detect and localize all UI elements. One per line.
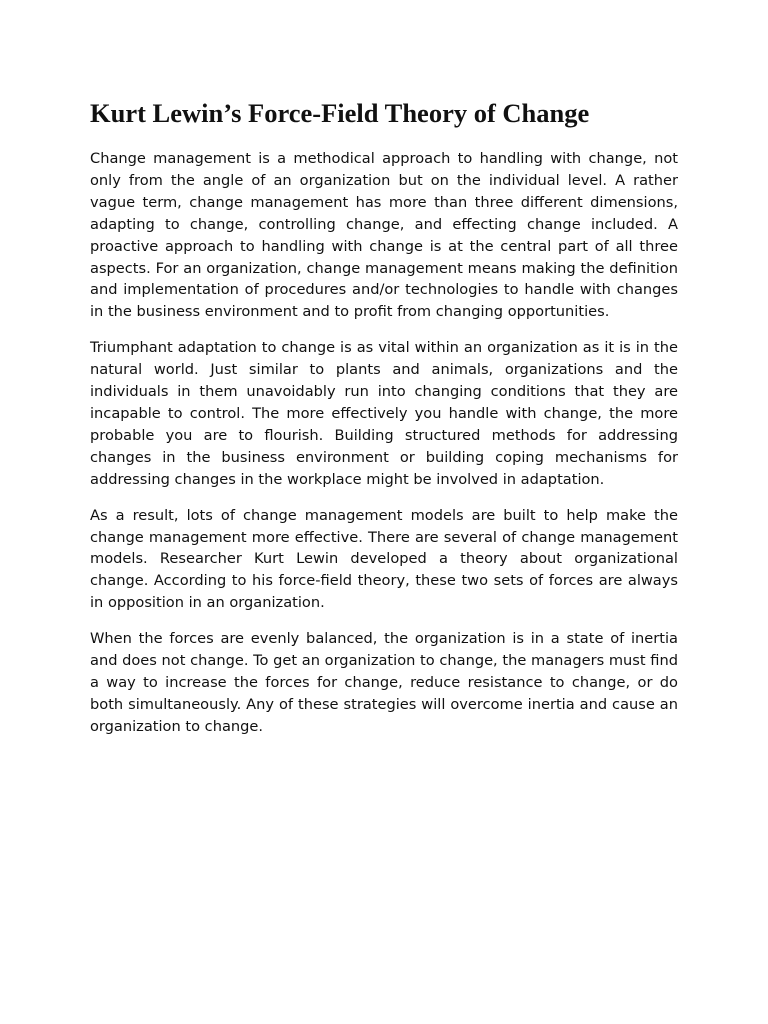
paragraph-lewin-models: As a result, lots of change management models are built to help make the change management more effective. There are several of change management models. Researcher Kurt Lewin developed a theory about organizational change. According to his force-field theory, these two sets of forces are always in opposition in an organization. [90,506,678,612]
paragraph-change-management-definition: Change management is a methodical approach to handling with change, not only from the angle of an organization but on the individual level. A rather vague term, change management has more than three different dimensions, adapting to change, controlling change, and effecting change included. A proactive approach to handling with change is at the central part of all three aspects. For an organization, change management means making the definition and implementation of procedures and/or technologies to handle with changes in the business environment and to profit from changing opportunities. [90,150,678,321]
document-title: Kurt Lewin’s Force-Field Theory of Change [90,98,590,128]
document-page [90,96,678,752]
paragraph-forces-balance: When the forces are evenly balanced, the organization is in a state of inertia and does not change. To get an organization to change, the managers must find a way to increase the forces for change, reduce resistance to change, or do both simultaneously. Any of these strategies will overcome inertia and cause an organization to change. [90,630,678,735]
paragraph-adaptation: Triumphant adaptation to change is as vital within an organization as it is in the natural world. Just similar to plants and animals, organizations and the individuals in them unavoidably run into changing conditions that they are incapable to control. The more effectively you handle with change, the more probable you are to flourish. Building structured methods for addressing changes in the business environment or building coping mechanisms for addressing changes in the workplace might be involved in adaptation. [90,339,678,488]
